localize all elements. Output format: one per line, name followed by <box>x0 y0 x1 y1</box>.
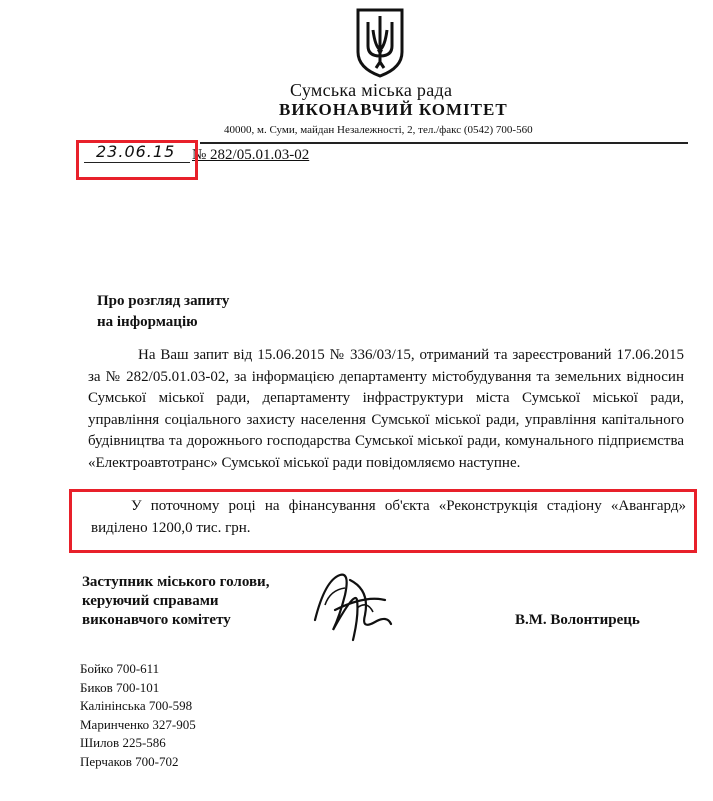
org-address: 40000, м. Суми, майдан Незалежності, 2, тел./факс (0542) 700-560 <box>224 124 533 136</box>
handwritten-signature-icon <box>295 560 405 650</box>
signatory-name: В.М. Волонтирець <box>515 612 640 628</box>
org-committee: ВИКОНАВЧИЙ КОМІТЕТ <box>279 100 508 119</box>
signatory-title-2: керуючий справами <box>82 593 219 609</box>
funding-highlight-box <box>69 489 697 553</box>
subject-line-1: Про розгляд запиту <box>97 293 230 309</box>
date-highlight-box <box>76 140 198 180</box>
body-paragraph-2: У поточному році на фінансування об'єкта «Реконструкція стадіону «Авангард» виділено 1200,0 тис. грн. <box>91 498 686 536</box>
contacts-list <box>80 660 196 771</box>
contact-item: Бойко 700-611 <box>80 661 160 676</box>
signatory-title-3: виконавчого комітету <box>82 612 231 628</box>
body-paragraph-1: На Ваш запит від 15.06.2015 № 336/03/15, отриманий та зареєстрований 17.06.2015 за № 282/05.01.03-02, за інформацією департаменту містобудування та земельних відносин Сумської міської ради, департаменту інфраструктури міста Сумської міської ради, управління соціального захисту населення Сумської міської ради, управління капітального будівництва та дорожнього господарства Сумської міської ради, комунального підприємства «Електроавтотранс» Сумської міської ради повідомляємо наступне. <box>88 347 684 471</box>
contact-item: Маринченко 327-905 <box>80 716 196 732</box>
outgoing-date: 23.06.15 <box>96 142 176 161</box>
contact-item: Биков 700-101 <box>80 679 160 695</box>
trident-emblem-icon <box>354 6 406 78</box>
letterhead-rule <box>200 142 688 144</box>
contact-item: Перчаков 700-702 <box>80 753 179 769</box>
subject-line-2: на інформацію <box>97 314 198 330</box>
outgoing-number: № 282/05.01.03-02 <box>192 147 310 163</box>
org-name: Сумська міська рада <box>290 80 453 100</box>
contact-item: Калінінська 700-598 <box>80 698 193 713</box>
signatory-title-1: Заступник міського голови, <box>82 574 270 590</box>
contact-item: Шилов 225-586 <box>80 735 166 750</box>
